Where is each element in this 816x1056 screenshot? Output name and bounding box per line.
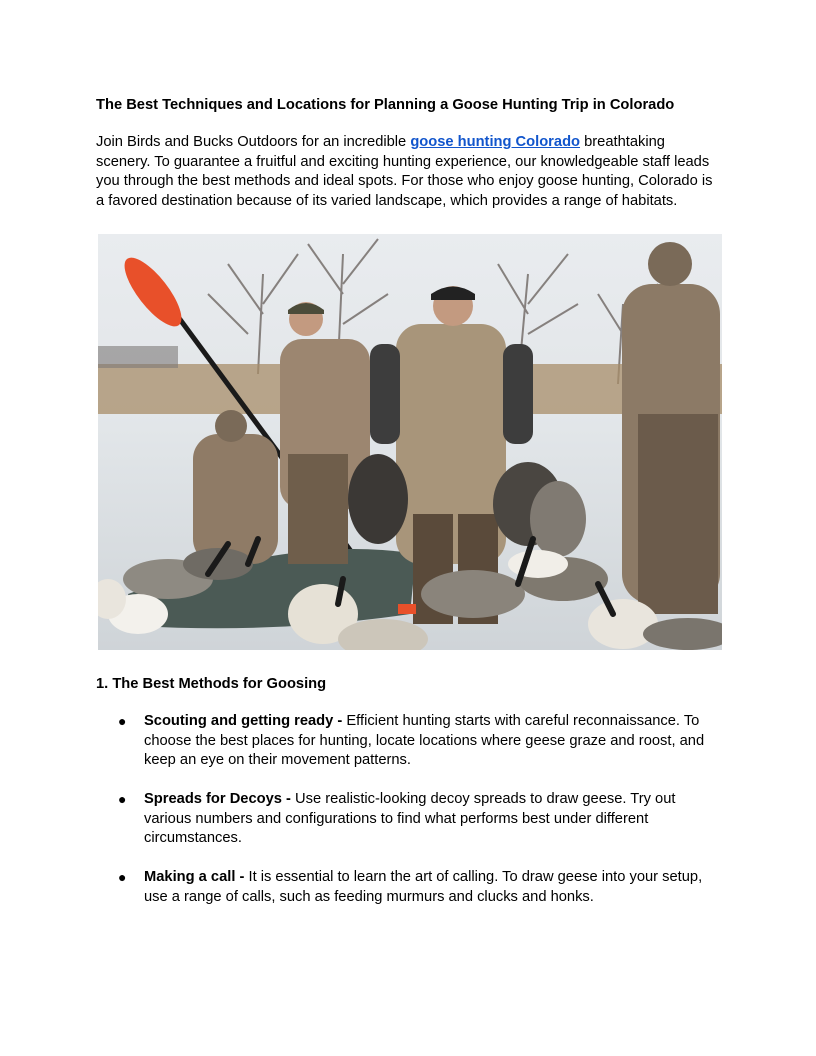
bullet-icon: ● xyxy=(118,713,127,729)
bullet-icon: ● xyxy=(118,869,127,885)
intro-paragraph xyxy=(96,133,722,211)
list-item xyxy=(96,790,722,849)
intro-text-before: Join Birds and Bucks Outdoors for an incredible xyxy=(96,134,411,150)
section-heading: 1. The Best Methods for Goosing xyxy=(96,676,327,692)
list-item-bold: Spreads for Decoys - xyxy=(144,791,291,807)
list-item xyxy=(96,868,722,907)
methods-list xyxy=(96,712,722,927)
list-item-bold: Scouting and getting ready - xyxy=(144,713,343,729)
intro-text-after: breathtaking scenery. To guarantee a fruitful and exciting hunting experience, our knowledgeable staff leads you through the best methods and ideal spots. For those who enjoy goose hunting, Colorado is a favored destination because of its varied landscape, which provides a range of habitats. xyxy=(96,134,713,209)
list-item-text: Efficient hunting starts with careful reconnaissance. To choose the best places for hunting, locate locations where geese graze and roost, and keep an eye on their movement patterns. xyxy=(144,713,705,768)
hunting-photo xyxy=(98,234,722,650)
list-item-text: It is essential to learn the art of calling. To draw geese into your setup, use a range of calls, such as feeding murmurs and clucks and honks. xyxy=(144,869,703,905)
list-item xyxy=(96,712,722,771)
bullet-icon: ● xyxy=(118,791,127,807)
goose-hunting-colorado-link[interactable]: goose hunting Colorado xyxy=(410,134,581,150)
list-item-bold: Making a call - xyxy=(144,869,245,885)
document-title: The Best Techniques and Locations for Planning a Goose Hunting Trip in Colorado xyxy=(96,97,675,113)
list-item-text: Use realistic-looking decoy spreads to draw geese. Try out various numbers and configurations to find what performs best under different circumstances. xyxy=(144,791,676,846)
